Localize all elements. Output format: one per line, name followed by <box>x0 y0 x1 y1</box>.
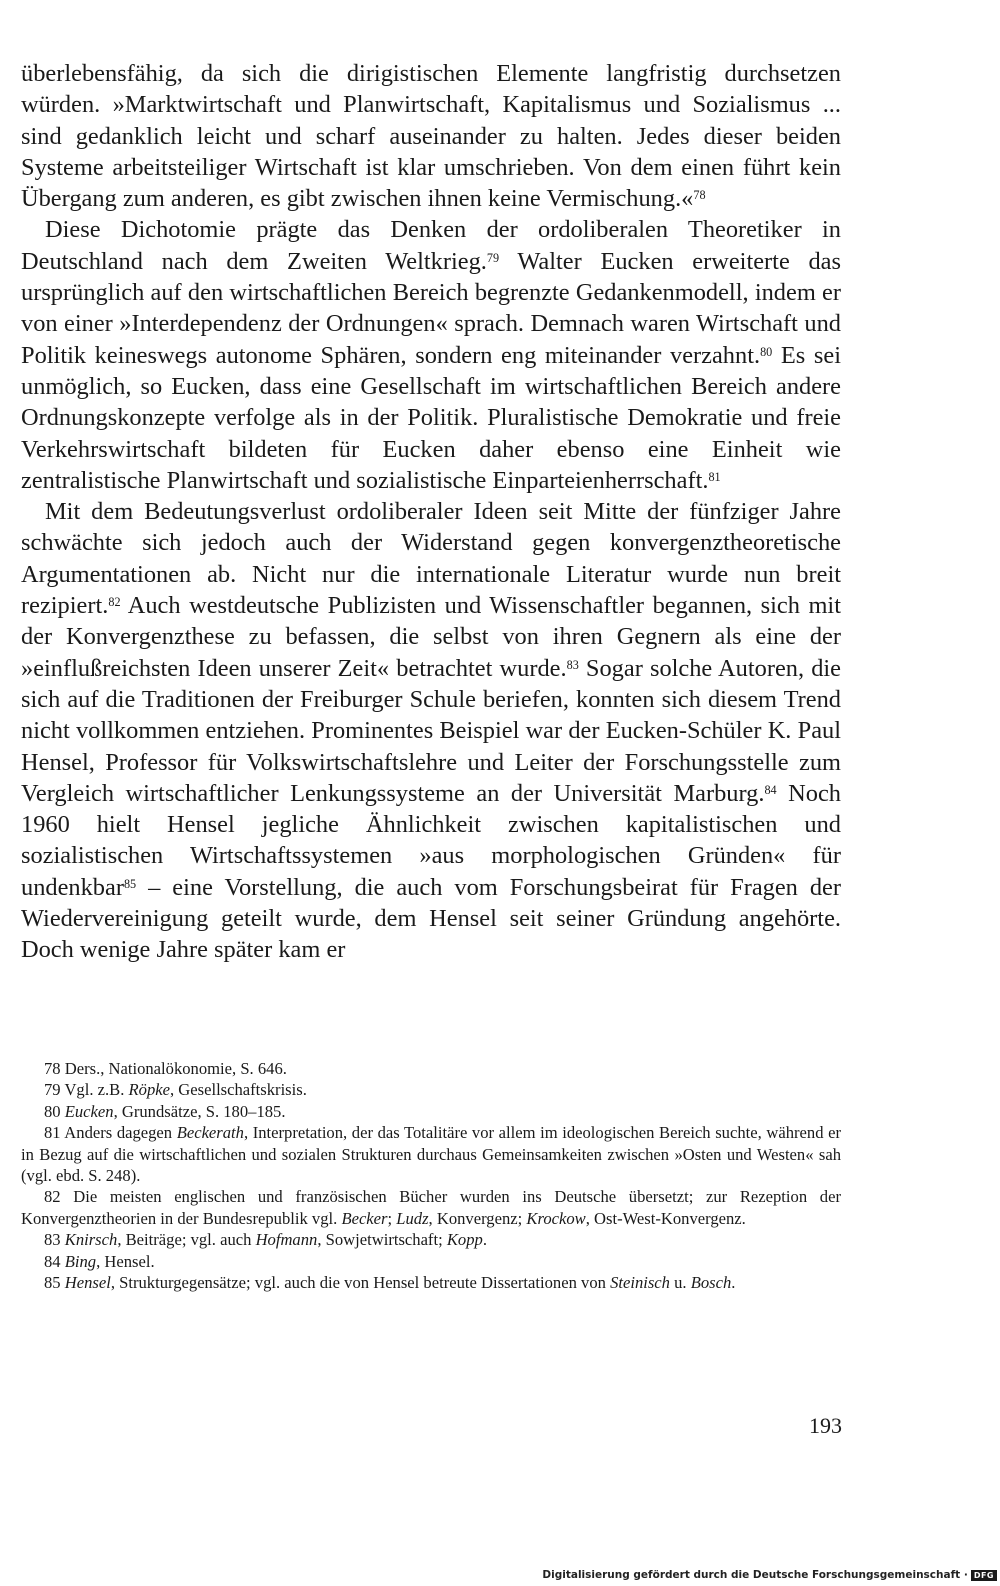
body-text <box>21 58 841 966</box>
footnote-ref: 78 <box>693 188 706 203</box>
text-segment: 81 Anders dagegen <box>44 1123 177 1143</box>
text-segment: , Strukturgegensätze; vgl. auch die von Hensel betreute Dissertationen von <box>110 1273 611 1293</box>
italic-text: Eucken <box>64 1101 114 1121</box>
footnote-ref: 84 <box>764 783 777 798</box>
text-segment: , Hensel. <box>96 1251 155 1271</box>
footnote <box>21 1122 841 1186</box>
text-segment: Sogar solche Autoren, die sich auf die Traditionen der Freiburger Schule beriefen, konnten sich diesem Trend nicht vollkommen entziehen. Prominentes Beispiel war der Eucken-Schüler K. Paul Hensel, Professor für Volkswirtschaftslehre und Leiter der Forschungsstelle zum Vergleich wirtschaftlicher Lenkungssysteme an der Universität Marburg. <box>21 654 841 807</box>
italic-text: Becker <box>341 1208 388 1228</box>
text-segment: ; <box>387 1208 397 1228</box>
footnote-ref: 81 <box>708 470 721 485</box>
footnote <box>21 1251 841 1272</box>
text-segment: 80 <box>44 1101 65 1121</box>
dfg-funding-note <box>542 1569 997 1581</box>
text-segment: . <box>482 1230 487 1250</box>
italic-text: Kopp <box>446 1230 483 1250</box>
italic-text: Bosch <box>690 1273 732 1293</box>
footnote-ref: 82 <box>108 595 121 610</box>
italic-text: Krockow <box>526 1208 586 1228</box>
text-segment: 85 <box>44 1273 65 1293</box>
text-segment: – eine Vorstellung, die auch vom Forschungsbeirat für Fragen der Wiedervereinigung geteilt wurde, dem Hensel seit seiner Gründung angehörte. Doch wenige Jahre später kam er <box>21 873 841 964</box>
text-segment: Diese Dichotomie prägte das Denken der ordoliberalen Theoretiker in Deutschland nach dem Zweiten Weltkrieg. <box>21 216 841 275</box>
text-segment: , Konvergenz; <box>428 1208 527 1228</box>
dfg-logo: DFG <box>971 1570 997 1581</box>
footnotes <box>21 1058 841 1293</box>
text-segment: Es sei unmöglich, so Eucken, dass eine Gesellschaft im wirtschaftlichen Bereich andere Ordnungskonzepte verfolge als in der Politik. Pluralistische Demokratie und freie Verkehrswirtschaft bildeten für Eucken daher ebenso eine Einheit wie zentralistische Planwirtschaft und sozialistische Einparteienherrschaft. <box>21 341 842 494</box>
text-segment: , Ost-West-Konvergenz. <box>585 1208 746 1228</box>
italic-text: Steinisch <box>610 1273 670 1293</box>
text-segment: überlebensfähig, da sich die dirigistischen Elemente langfristig durchsetzen würden. »Marktwirtschaft und Planwirtschaft, Kapitalismus und Sozialismus ... sind gedanklich leicht und scharf auseinander zu halten. Jedes dieser beiden Systeme arbeitsteiliger Wirtschaft ist klar umschrieben. Von dem einen führt kein Übergang zum anderen, es gibt zwischen ihnen keine Vermischung.« <box>21 60 841 213</box>
text-segment: 78 Ders., Nationalökonomie, S. 646. <box>44 1059 287 1078</box>
italic-text: Hofmann <box>255 1230 318 1250</box>
text-segment: , Beiträge; vgl. auch <box>117 1230 256 1250</box>
text-segment: Mit dem Bedeutungsverlust ordoliberaler Ideen seit Mitte der fünfziger Jahre schwächte sich jedoch auch der Widerstand gegen konvergenztheoretische Argumentationen ab. Nicht nur die internationale Literatur wurde nun breit rezipiert. <box>21 498 841 620</box>
italic-text: Beckerath <box>176 1123 244 1143</box>
text-segment: 84 <box>44 1251 65 1271</box>
text-segment: , Grundsätze, S. 180–185. <box>113 1101 286 1121</box>
footnote <box>21 1186 841 1229</box>
text-segment: . <box>731 1273 736 1293</box>
body-paragraph <box>21 496 841 965</box>
italic-text: Hensel <box>64 1273 111 1293</box>
page-number: 193 <box>809 1413 842 1438</box>
text-segment: 79 Vgl. z.B. <box>44 1080 129 1100</box>
footnote-ref: 80 <box>760 344 773 359</box>
footnote-ref: 79 <box>486 251 500 266</box>
italic-text: Knirsch <box>64 1230 118 1250</box>
text-segment: Auch westdeutsche Publizisten und Wissenschaftler begannen, sich mit der Konvergenzthese zu befassen, die selbst von ihren Gegnern als eine der »einflußreichsten Ideen unserer Zeit« betrachtet wurde. <box>21 592 841 682</box>
italic-text: Ludz <box>396 1208 429 1228</box>
footnote <box>21 1101 841 1122</box>
footnote <box>21 1079 841 1100</box>
footnote-ref: 85 <box>123 877 137 892</box>
footnote-ref: 83 <box>566 657 579 672</box>
footnote <box>21 1058 841 1079</box>
text-segment: 82 Die meisten englischen und französischen Bücher wurden ins Deutsche übersetzt; zur Rezeption der Konvergenztheorien in der Bundesrepublik vgl. <box>21 1187 841 1228</box>
text-segment: Walter Eucken erweiterte das ursprünglich auf den wirtschaftlichen Bereich begrenzte Gedankenmodell, indem er von einer »Interdependenz der Ordnungen« sprach. Demnach waren Wirtschaft und Politik keineswegs autonome Sphären, sondern eng miteinander verzahnt. <box>21 247 841 369</box>
text-segment: , Interpretation, der das Totalitäre vor allem im ideologischen Bereich suchte, während er in Bezug auf die wirtschaftlichen und sozialen Strukturen durchaus Gemeinsamkeiten zwischen »Osten und Westen« sah (vgl. ebd. S. 248). <box>21 1123 841 1186</box>
dfg-note-text: Digitalisierung gefördert durch die Deutsche Forschungsgemeinschaft · <box>542 1569 968 1581</box>
italic-text: Bing <box>64 1251 97 1271</box>
text-segment: , Gesellschaftskrisis. <box>169 1080 307 1100</box>
text-segment: , Sowjetwirtschaft; <box>317 1230 447 1250</box>
text-segment: u. <box>669 1273 691 1293</box>
text-segment: 83 <box>44 1230 65 1250</box>
body-paragraph <box>21 58 841 214</box>
italic-text: Röpke <box>128 1080 170 1100</box>
footnote <box>21 1272 841 1293</box>
text-segment: Noch 1960 hielt Hensel jegliche Ähnlichkeit zwischen kapitalistischen und sozialistischen Wirtschaftssystemen »aus morphologischen Gründen« für undenkbar <box>21 779 841 901</box>
footnote <box>21 1229 841 1250</box>
body-paragraph <box>21 214 841 496</box>
